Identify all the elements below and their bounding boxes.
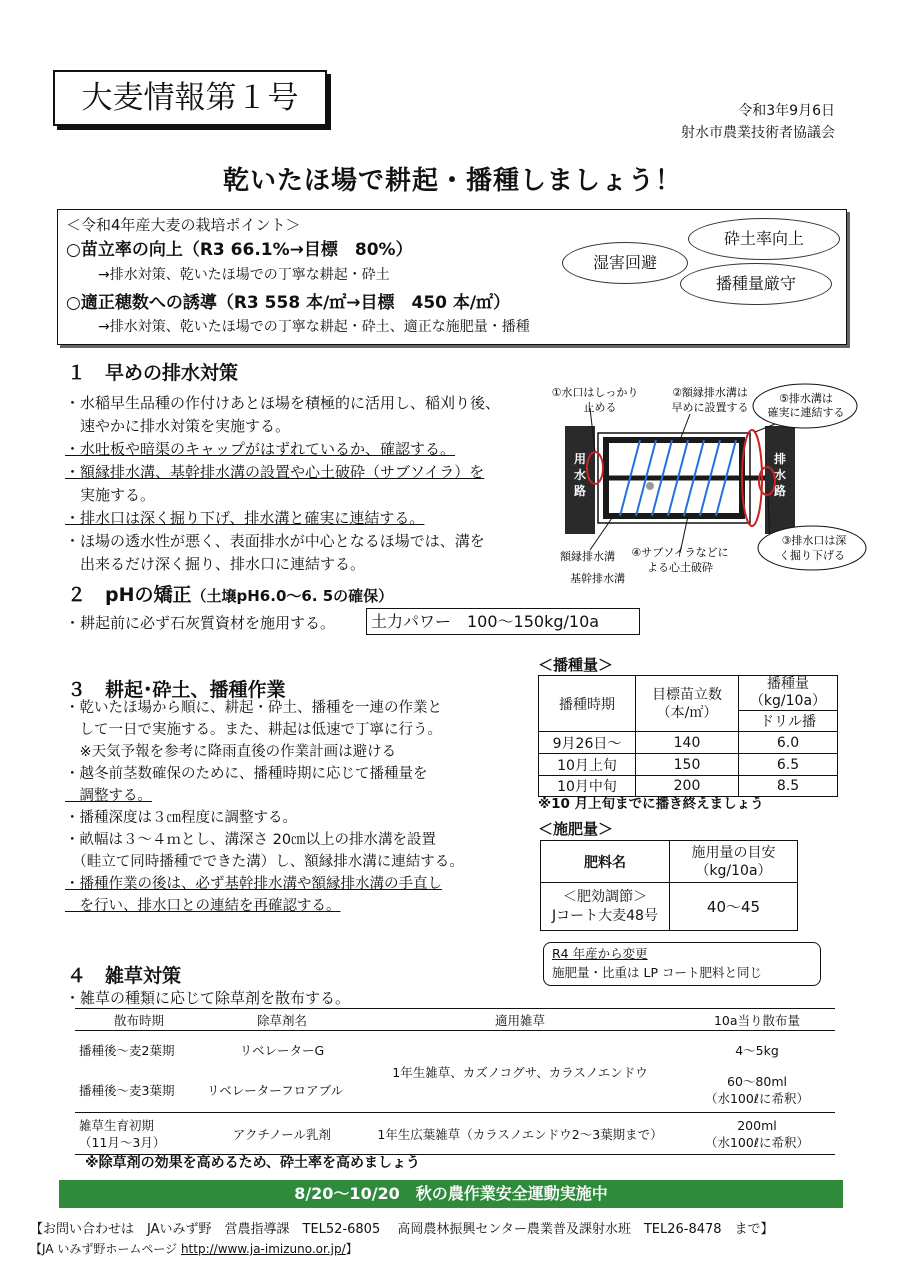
- outlet-label-2: 水: [773, 468, 787, 482]
- herb-amount-line2: （水100ℓに希釈）: [704, 1134, 810, 1150]
- section1-line: 速やかに排水対策を実施する。: [65, 417, 291, 435]
- fertilizer-callout-line2: 施肥量・比重は LP コート肥料と同じ: [552, 965, 762, 980]
- outlet-label-1: 排: [773, 452, 787, 466]
- outlet-point: [646, 482, 654, 490]
- section1-line: ・ほ場の透水性が悪く、表面排水が中心となるほ場では、溝を: [65, 532, 485, 550]
- herb-amount: [679, 1069, 835, 1113]
- section3-heading: ３ 耕起･砕土、播種作業: [67, 679, 286, 701]
- herb-amount: 4～5kg: [735, 1042, 779, 1058]
- label-inlet-stop-1: ①水口はしっかり: [551, 386, 639, 399]
- fertilizer-amount: 40～45: [670, 883, 798, 931]
- bubble-soil-crushing: 砕土率向上: [688, 218, 840, 260]
- herb-header-weeds: 適用雑草: [494, 1012, 545, 1028]
- footer-homepage-label: 【JA いみず野ホームページ: [30, 1242, 181, 1256]
- safety-campaign-banner: 8/20～10/20 秋の農作業安全運動実施中: [59, 1180, 843, 1208]
- sowing-cell: 6.5: [739, 754, 838, 776]
- section3-line: ・乾いたほ場から順に、耕起・砕土、播種を一連の作業と: [65, 700, 442, 716]
- sowing-note: ※10 月上旬までに播き終えましょう: [538, 796, 764, 812]
- table-row: [75, 1031, 835, 1069]
- label-subsoiler-1: ④サブソイラなどに: [631, 546, 729, 559]
- section4-heading: ４ 雑草対策: [67, 965, 182, 987]
- footer-contact: 【お問い合わせは JAいみず野 営農指導課 TEL52-6805 高岡農林振興センター農業普及課射水班 TEL26-8478 まで】: [30, 1222, 774, 1237]
- herb-name: アクチノール乳剤: [232, 1126, 332, 1142]
- section3-line: ※天気予報を参考に降雨直後の作業計画は避ける: [65, 744, 397, 760]
- fertilizer-header-amount-label: 施用量の目安: [691, 844, 776, 861]
- fertilizer-header-name: 肥料名: [541, 841, 670, 883]
- section3-line: を行い、排水口との連結を再確認する。: [65, 898, 341, 914]
- fertilizer-callout-line1: R4 年産から変更: [552, 946, 648, 961]
- point-item-2-sub: →排水対策、乾いたほ場での丁寧な耕起・砕土、適正な施肥量・播種: [98, 319, 530, 335]
- herbicide-table: [75, 1008, 835, 1155]
- inlet-label-3: 路: [573, 484, 587, 498]
- sowing-cell: 200: [636, 776, 739, 797]
- sowing-header-target-label: 目標苗立数: [652, 686, 722, 703]
- section1-line: 実施する。: [65, 486, 156, 504]
- sowing-cell: 10月上旬: [539, 754, 636, 776]
- herb-time-line1: 雑草生育初期: [79, 1117, 155, 1133]
- label-connect-1: ⑤排水溝は: [779, 392, 833, 405]
- outlet-label-3: 路: [773, 484, 787, 498]
- herb-time: 播種後～麦2葉期: [79, 1042, 175, 1058]
- product-box: 土力パワー 100～150kg/10a: [366, 608, 640, 635]
- herb-name: リベレーターG: [239, 1042, 325, 1058]
- sowing-cell: 9月26日～: [539, 732, 636, 754]
- herb-amount-line1: 200ml: [737, 1117, 777, 1133]
- organization: 射水市農業技術者協議会: [681, 125, 835, 141]
- bubble-seeding-amount: 播種量厳守: [680, 263, 832, 305]
- fertilizer-name: [541, 883, 670, 931]
- section2-heading-sub: （土壌pH6.0～6. 5の確保）: [191, 587, 394, 605]
- herb-time-line2: （11月～3月）: [79, 1134, 166, 1150]
- section2-heading-wrap: [67, 580, 393, 607]
- herb-amount-line1: 60～80ml: [727, 1074, 787, 1090]
- label-outlet-deep-1: ③排水口は深: [781, 534, 847, 547]
- fertilizer-name-line2: Jコート大麦48号: [552, 907, 658, 924]
- herbicide-note: ※除草剤の効果を高めるため、砕土率を高めましょう: [85, 1155, 421, 1171]
- drainage-diagram: [540, 378, 880, 588]
- sowing-header-target-unit: （本/㎡）: [656, 704, 718, 721]
- label-connect-2: 確実に連結する: [767, 406, 845, 419]
- label-frame-ditch-2: 早めに設置する: [671, 401, 749, 414]
- homepage-link[interactable]: http://www.ja-imizuno.or.jp/: [180, 1242, 346, 1256]
- bubble-wet-damage: 湿害回避: [562, 242, 688, 284]
- herb-time: [75, 1113, 203, 1155]
- callout-bubble-3: [758, 526, 866, 570]
- herb-amount-line2: （水100ℓに希釈）: [704, 1091, 810, 1107]
- sowing-table-title: ＜播種量＞: [538, 656, 614, 674]
- section2-line: ・耕起前に必ず石灰質資材を施用する。: [65, 614, 336, 632]
- sowing-header-amount-label: 播種量: [767, 676, 809, 692]
- section1-heading: １ 早めの排水対策: [67, 362, 239, 384]
- section1-body: [65, 392, 500, 576]
- headline: 乾いたほ場で耕起・播種しましょう！: [222, 166, 682, 196]
- label-frame-ditch-1: ②額縁排水溝は: [672, 386, 748, 399]
- section3-line: ・畝幅は３～４ｍとし、溝深さ 20㎝以上の排水溝を設置: [65, 832, 437, 848]
- sowing-header-drill: ドリル播: [739, 711, 838, 732]
- herb-weeds: 1年生広葉雑草（カラスノエンドウ2～3葉期まで）: [377, 1126, 663, 1142]
- section3-line: して一日で実施する。また、耕起は低速で丁寧に行う。: [65, 722, 442, 738]
- label-outlet-deep-2: く掘り下げる: [779, 549, 845, 562]
- fertilizer-table-title: ＜施肥量＞: [538, 820, 614, 838]
- label-main-ditch: 基幹排水溝: [570, 572, 625, 585]
- section1-line: 出来るだけ深く掘り、排水口に連結する。: [65, 555, 366, 573]
- footer-homepage: [30, 1240, 358, 1257]
- point-item-1-sub: →排水対策、乾いたほ場での丁寧な耕起・砕土: [98, 267, 390, 283]
- herb-time: 播種後～麦3葉期: [79, 1083, 175, 1099]
- points-heading: ＜令和4年産大麦の栽培ポイント＞: [66, 216, 301, 234]
- sowing-cell: 150: [636, 754, 739, 776]
- sowing-header-amount: [739, 676, 838, 711]
- sowing-cell: 8.5: [739, 776, 838, 797]
- herb-name: リベレーターフロアブル: [207, 1083, 344, 1099]
- fertilizer-name-line1: ＜肥効調節＞: [563, 888, 647, 905]
- section3-line: ・播種深度は３㎝程度に調整する。: [65, 810, 297, 826]
- sowing-table: [538, 675, 838, 797]
- fertilizer-table: [540, 840, 798, 931]
- herb-header-time: 散布時期: [113, 1012, 164, 1028]
- herb-shared-weeds: 1年生雑草、カズノコグサ、カラスノエンドウ: [392, 1064, 648, 1080]
- table-row: [541, 883, 798, 931]
- footer-homepage-end: 】: [345, 1242, 358, 1256]
- sowing-cell: 6.0: [739, 732, 838, 754]
- section3-line: ・播種作業の後は、必ず基幹排水溝や額縁排水溝の手直し: [65, 876, 442, 892]
- fertilizer-callout: [543, 942, 821, 986]
- fertilizer-header-amount-unit: （kg/10a）: [695, 862, 772, 879]
- table-row: [539, 754, 838, 776]
- header-meta: [681, 100, 835, 144]
- inlet-label-1: 用: [573, 452, 587, 466]
- issue-date: 令和3年9月6日: [738, 103, 835, 119]
- herb-amount: [679, 1113, 835, 1155]
- label-inlet-stop-2: 止める: [583, 401, 617, 414]
- label-frame-ditch: 額縁排水溝: [560, 550, 615, 563]
- point-item-1: ○苗立率の向上（R3 66.1%→目標 80%）: [66, 240, 413, 260]
- sowing-header-target: [636, 676, 739, 732]
- section1-line: ・排水口は深く掘り下げ、排水溝と確実に連結する。: [65, 509, 425, 527]
- sowing-header-time: 播種時期: [539, 676, 636, 732]
- fertilizer-header-amount: [670, 841, 798, 883]
- section1-line: ・水吐板や暗渠のキャップがはずれているか、確認する。: [65, 440, 456, 458]
- section1-line: ・水稲早生品種の作付けあとほ場を積極的に活用し、稲刈り後、: [65, 394, 501, 412]
- section3-line: 調整する。: [65, 788, 152, 804]
- section4-line: ・雑草の種類に応じて除草剤を散布する。: [65, 989, 351, 1007]
- sowing-header-amount-unit: （kg/10a）: [749, 693, 827, 709]
- section3-line: ・越冬前茎数確保のために、播種時期に応じて播種量を: [65, 766, 428, 782]
- table-row: [75, 1113, 835, 1155]
- herb-header-name: 除草剤名: [256, 1012, 307, 1028]
- section3-line: （畦立て同時播種でできた溝）し、額縁排水溝に連結する。: [65, 854, 464, 870]
- point-item-2: ○適正穂数への誘導（R3 558 本/㎡→目標 450 本/㎡）: [66, 293, 511, 313]
- sowing-cell: 10月中旬: [539, 776, 636, 797]
- inlet-label-2: 水: [573, 468, 587, 482]
- section1-line: ・額縁排水溝、基幹排水溝の設置や心土破砕（サブソイラ）を: [65, 463, 485, 481]
- table-row: [539, 732, 838, 754]
- label-subsoiler-2: よる心土破砕: [647, 561, 713, 574]
- sowing-cell: 140: [636, 732, 739, 754]
- section3-body: [65, 697, 464, 917]
- document-title: 大麦情報第１号: [53, 70, 327, 126]
- section2-heading: ２ pHの矯正: [67, 584, 192, 606]
- herb-header-amount: 10a当り散布量: [713, 1012, 801, 1028]
